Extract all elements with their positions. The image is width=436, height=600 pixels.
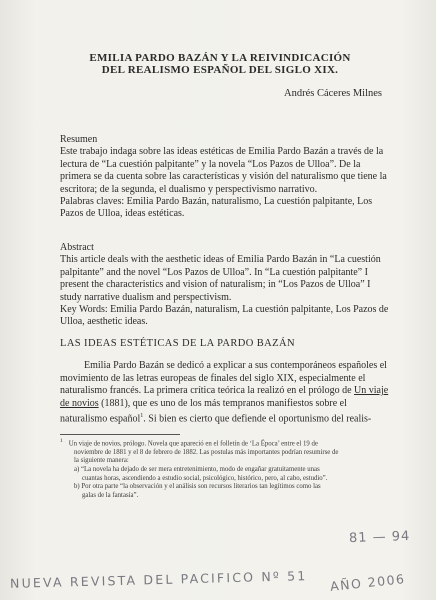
footnote-line-1: Un viaje de novios, prólogo. Novela que apareció en el folletín de ‘La Época’ entre el 19 de	[68, 440, 318, 448]
resumen-heading: Resumen	[60, 134, 98, 145]
author-name: Andrés Cáceres Milnes	[284, 88, 382, 99]
body-part-1: Emilia Pardo Bazán se dedicó a explicar a sus contemporáneos españoles el movimiento de las letras europeas de finales del siglo XIX, especialmente el naturalismo francés. La primera crítica teórica la realizó en el prólogo de	[60, 360, 387, 397]
abstract-heading: Abstract	[60, 242, 94, 253]
title-line-1: EMILIA PARDO BAZÁN Y LA REIVINDICACIÓN	[89, 52, 351, 64]
abstract-keywords: Key Words: Emilia Pardo Bazán, naturalism, La cuestión palpitante, Los Pazos de Ulloa, aesthetic ideas.	[60, 304, 389, 328]
title-line-2: DEL REALISMO ESPAÑOL DEL SIGLO XIX.	[101, 64, 339, 76]
handwritten-year: AÑO 2006	[329, 571, 407, 594]
resumen-text: Este trabajo indaga sobre las ideas estéticas de Emilia Pardo Bazán a través de la lectura de “La cuestión palpitante” y la novela “Los Pazos de Ulloa”. De la primera se da cuenta sobre las características y visión del naturalismo que tiene la escritora; de la segunda, el dualismo y perspectivismo narrativo.	[60, 146, 387, 195]
footnote-mark: 1	[60, 438, 63, 444]
footnote-line-3: la siguiente manera:	[74, 457, 129, 465]
body-part-3: . Si bien es cierto que defiende el oportunismo del realis-	[143, 413, 372, 425]
footnote-divider	[60, 434, 180, 435]
body-paragraph	[60, 360, 390, 426]
article-title	[60, 52, 380, 76]
body-part-2: (1881), que es uno de los más tempranos manifiestos sobre el naturalismo español	[60, 397, 347, 425]
resumen-keywords: Palabras claves: Emilia Pardo Bazán, naturalismo, La cuestión palpitante, Los Pazos de Ulloa, ideas estéticas.	[60, 196, 373, 220]
resumen-section	[60, 134, 390, 221]
footnote-reference: 1	[140, 413, 144, 420]
footnote-item-b-cont: galas de la fantasía”.	[82, 491, 139, 499]
abstract-section	[60, 242, 390, 329]
handwritten-page-range: 81 — 94	[348, 528, 411, 547]
footnote-item-a: a) “La novela ha dejado de ser mera entretenimiento, modo de engañar gratuitamente unas	[74, 466, 320, 474]
footnote-item-a-cont: cuantas horas, ascendiendo a estudio social, psicológico, histórico, pero, al cabo, estudio”.	[82, 474, 328, 482]
footnote-item-b: b) Por otra parte “la observación y el análisis son recursos literarios tan legítimos como las	[74, 483, 321, 491]
abstract-text: This article deals with the aesthetic ideas of Emilia Pardo Bazán in “La cuestión palpitante” and the novel “Los Pazos de Ulloa”. In “La cuestión palpitante” I present the characteristics and vision of naturalism; in “Los Pazos de Ulloa” I study narrative dualism and perspectivism.	[60, 254, 381, 303]
body-underlined-title: Un viaje de novios	[60, 385, 389, 409]
handwritten-journal-name: NUEVA REVISTA DEL PACIFICO Nº 51	[9, 568, 308, 591]
section-title: LAS IDEAS ESTÉTICAS DE LA PARDO BAZÁN	[60, 338, 295, 349]
footnote-line-2: noviembre de 1881 y el 8 de febrero de 1882. Las postulas más importantes podrían resumirse de	[74, 448, 339, 456]
footnote	[60, 437, 390, 500]
